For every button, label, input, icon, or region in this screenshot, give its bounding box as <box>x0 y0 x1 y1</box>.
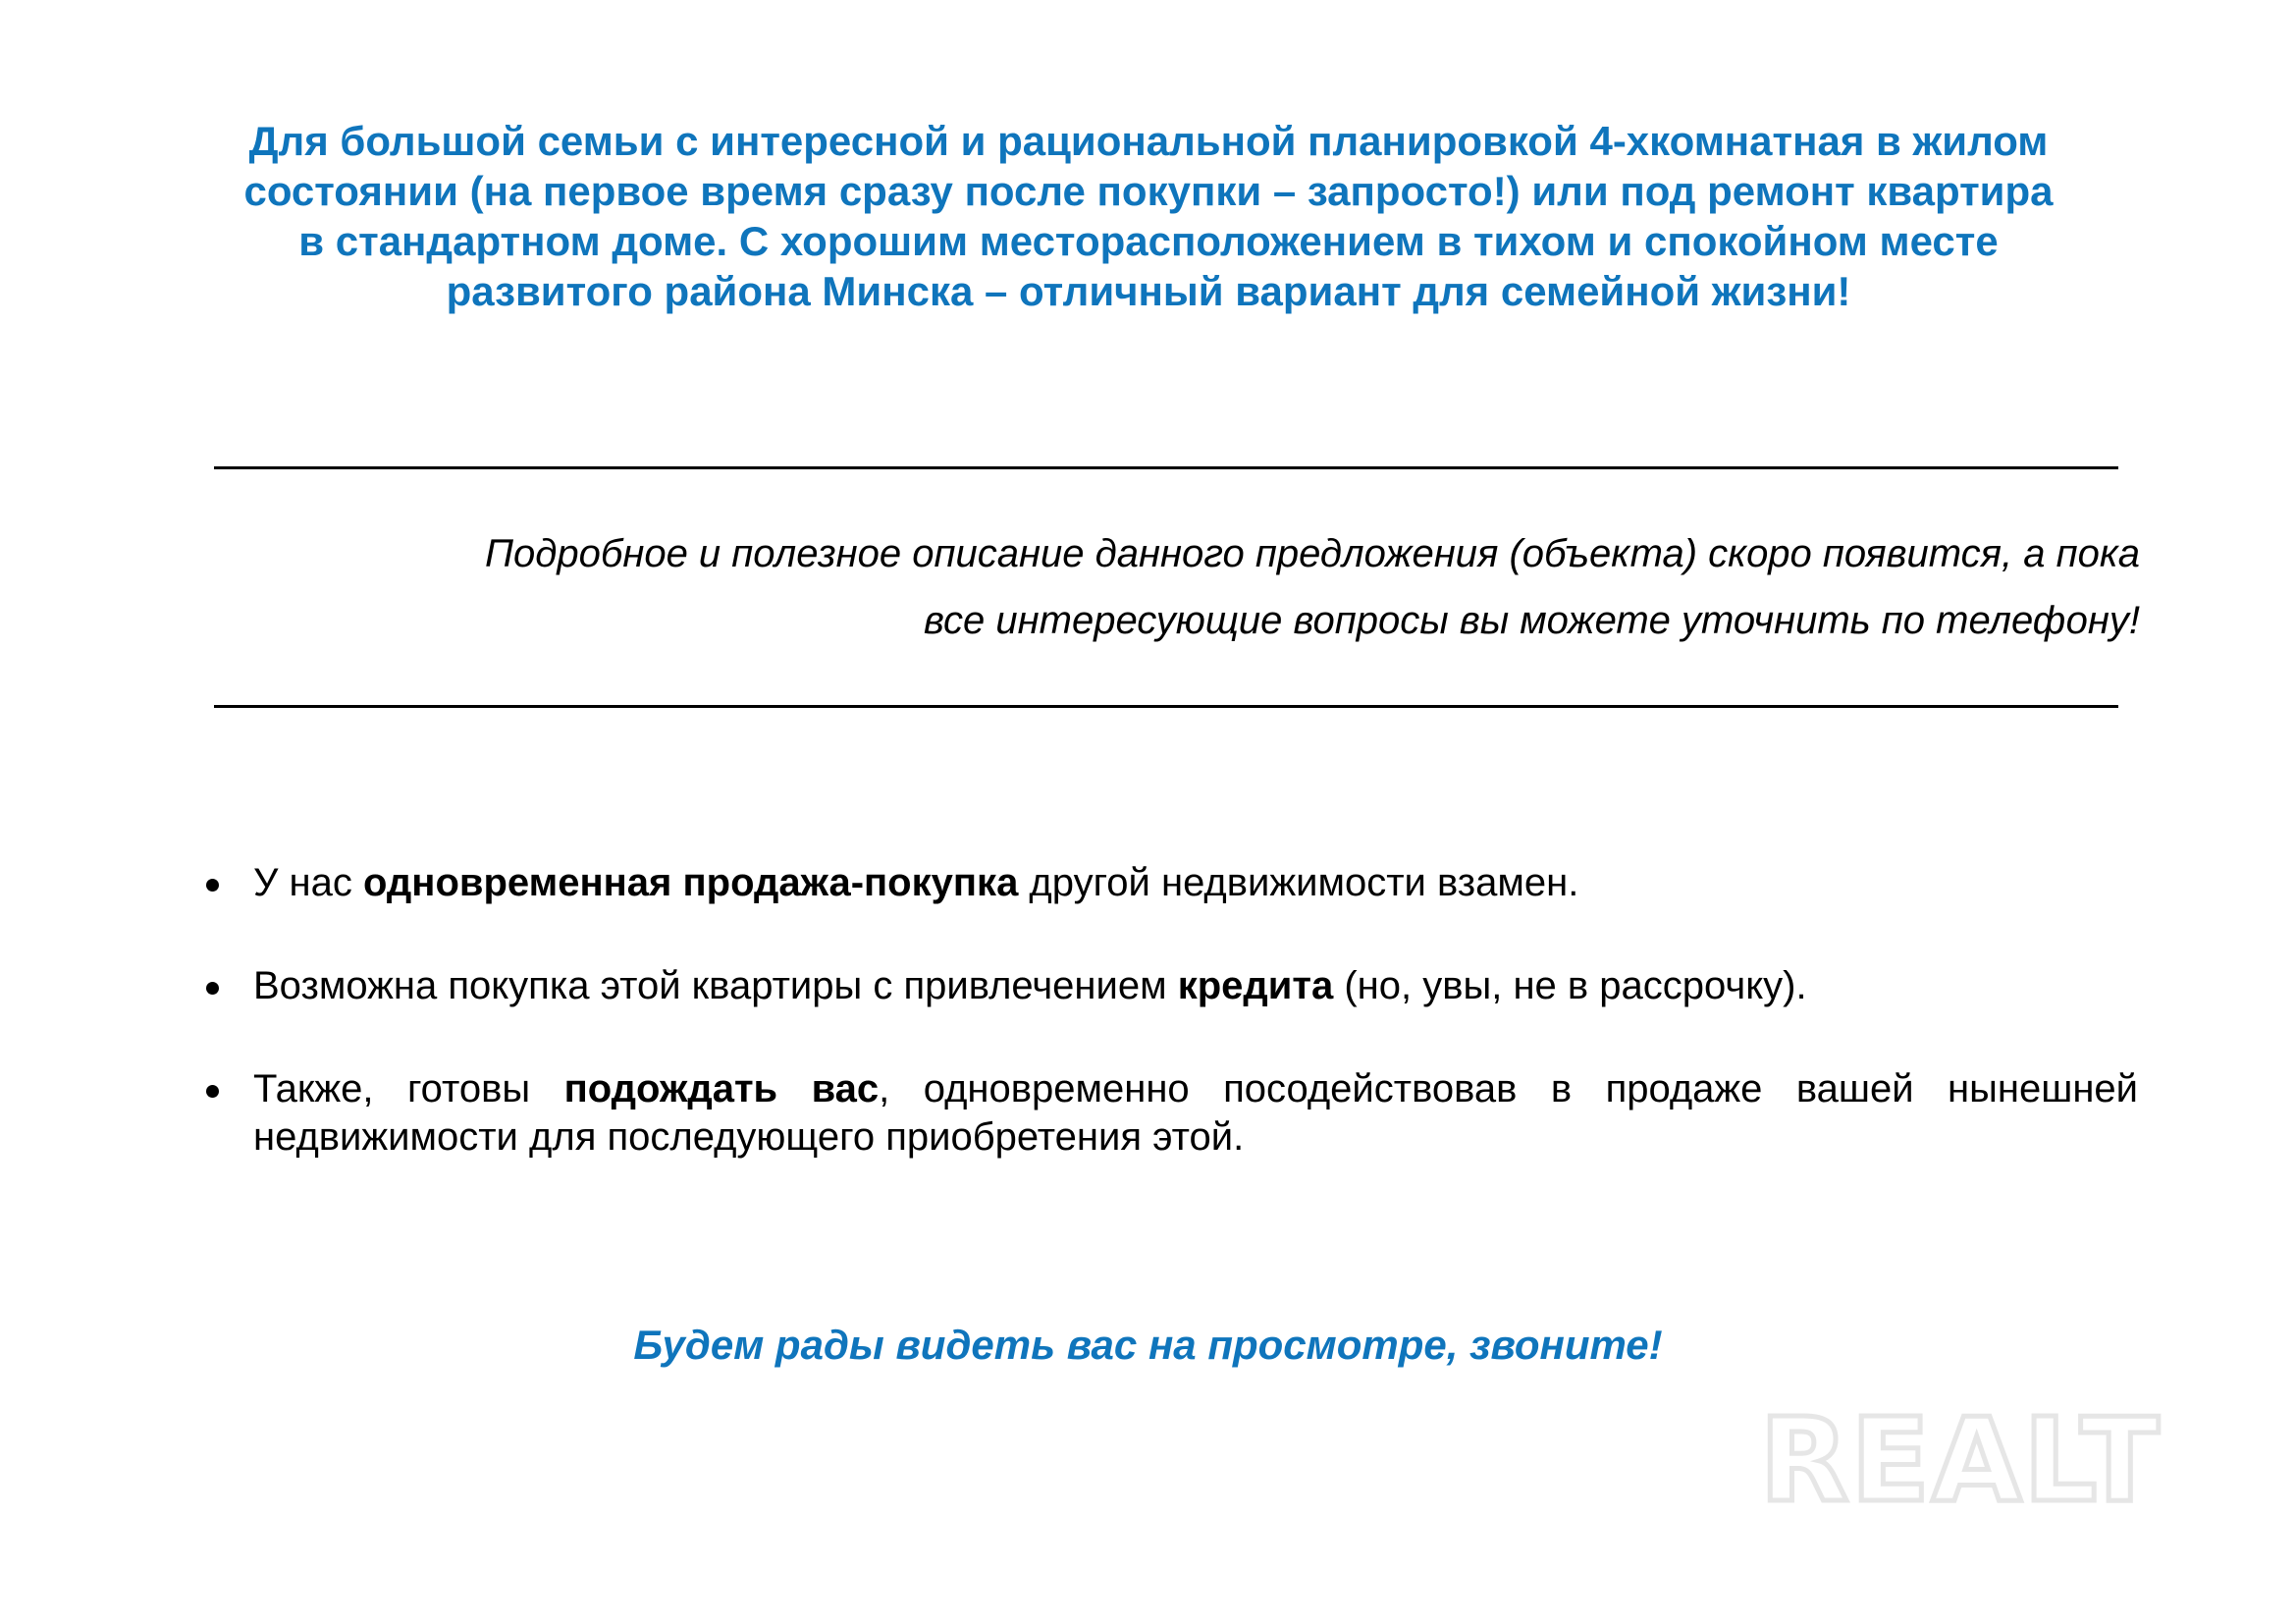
note-line-1: Подробное и полезное описание данного предложения (объекта) скоро появится, а пока <box>484 532 2140 575</box>
divider-top <box>214 466 2118 469</box>
bullet-icon <box>206 982 219 995</box>
bullet-icon <box>206 879 219 892</box>
note-line-2: все интересующие вопросы вы можете уточнить по телефону! <box>924 599 2140 642</box>
benefits-list <box>253 859 2138 1217</box>
watermark-text: REALT <box>1759 1406 2162 1514</box>
bullet-bold-text: кредита <box>1177 964 1334 1007</box>
bullet-text: Также, готовы <box>253 1067 564 1110</box>
bullet-text: (но, увы, не в рассрочку). <box>1333 964 1807 1007</box>
bullet-text: другой недвижимости взамен. <box>1018 861 1579 904</box>
headline <box>177 116 2120 316</box>
list-item <box>253 859 2138 907</box>
bullet-bold-text: подождать вас <box>563 1067 880 1110</box>
bullet-icon <box>206 1085 219 1098</box>
divider-bottom <box>214 705 2118 708</box>
bullet-text: Возможна покупка этой квартиры с привлечением <box>253 964 1178 1007</box>
bullet-bold-text: одновременная продажа-покупка <box>362 861 1019 904</box>
description-note <box>226 520 2140 654</box>
headline-line: в стандартном доме. С хорошим месторасположением в тихом и спокойном месте <box>298 218 1999 264</box>
closing-call-to-action: Будем рады видеть вас на просмотре, звоните! <box>633 1322 1663 1368</box>
list-item <box>253 1065 2138 1162</box>
bullet-text: , одновременно посодействовав в продаже вашей нынешней недвижимости для последующего приобретения этой. <box>253 1067 2138 1159</box>
headline-line: Для большой семьи с интересной и рациональной планировкой 4-хкомнатная в жилом <box>248 118 2049 164</box>
realt-logo-watermark <box>1730 1406 2191 1514</box>
list-item <box>253 962 2138 1010</box>
headline-line: состоянии (на первое время сразу после покупки – запросто!) или под ремонт квартира <box>243 168 2054 214</box>
bullet-text: У нас <box>253 861 363 904</box>
headline-line: развитого района Минска – отличный вариант для семейной жизни! <box>446 268 1851 314</box>
